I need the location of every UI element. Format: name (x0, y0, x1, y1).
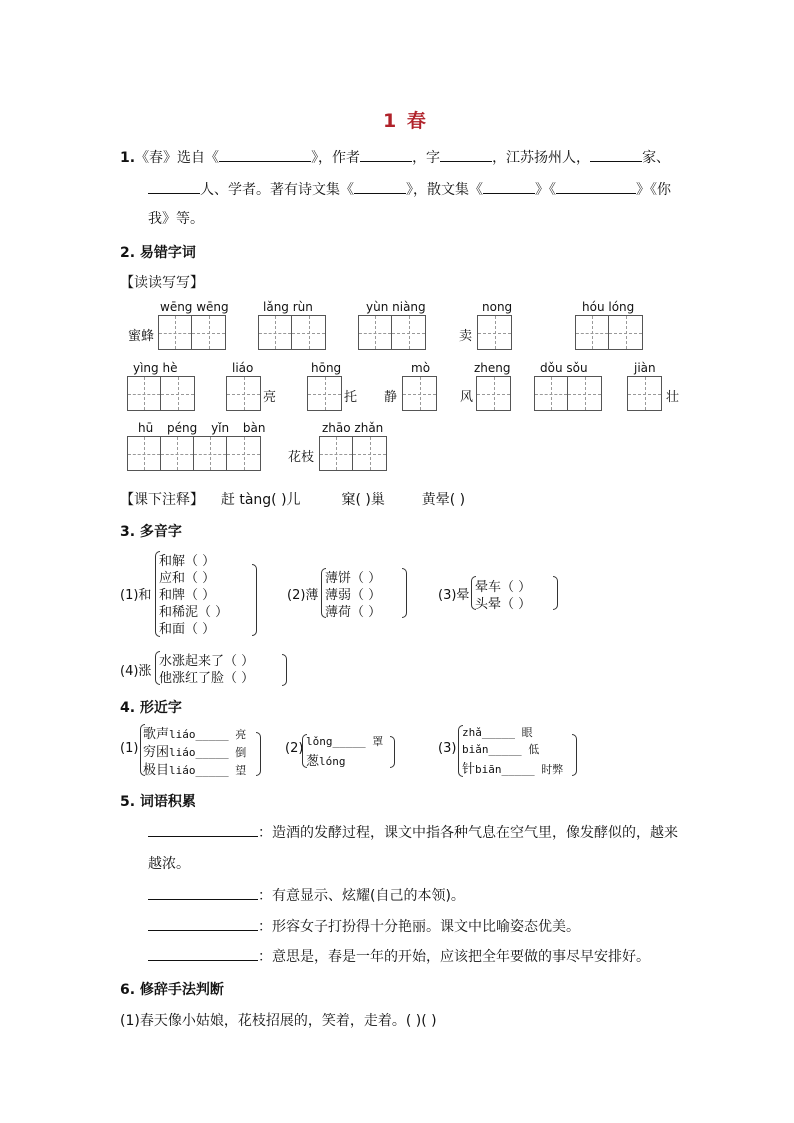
writing-grid[interactable] (127, 376, 195, 411)
pinyin: wēng wēng (160, 300, 229, 314)
group-label: (1) (120, 741, 139, 756)
writing-grid[interactable] (358, 315, 426, 350)
option: 歌声liáo_____ 亮 (143, 727, 247, 742)
pinyin: hū péng yǐn bàn (138, 421, 266, 435)
option: 和牌（ ） (159, 588, 216, 603)
question-5-heading: 5. 词语积累 (120, 794, 196, 810)
definition-line: ：意思是，春是一年的开始，应该把全年要做的事尽早安排好。 (148, 946, 650, 966)
notes-label: 【课下注释】 (120, 492, 204, 508)
text: ，江苏扬州人， (492, 150, 591, 166)
definition-line: ：有意显示、炫耀(自己的本领)。 (148, 885, 465, 905)
right-brace (572, 734, 577, 776)
definition-line: ：造酒的发酵过程，课文中指各种气息在空气里，像发酵似的，越来 (148, 822, 678, 842)
right-brace (390, 736, 395, 768)
writing-grid[interactable] (307, 376, 342, 411)
writing-grid[interactable] (158, 315, 226, 350)
question-2-heading: 2. 易错字词 (120, 245, 196, 261)
pinyin: yìng hè (133, 361, 178, 375)
option: 和稀泥（ ） (159, 605, 229, 620)
word-label: 花枝 (288, 450, 315, 465)
text: 《春》选自《 (135, 150, 220, 166)
note-item: 赶 tàng( )儿 (220, 492, 301, 508)
pinyin: nong (482, 300, 513, 314)
word-label: 静 (384, 390, 398, 405)
option: zhǎ_____ 眼 (462, 726, 533, 739)
subsection-label: 【读读写写】 (120, 275, 204, 291)
question-3-heading: 3. 多音字 (120, 524, 182, 540)
writing-grid[interactable] (477, 315, 512, 350)
option: 水涨起来了（ ） (159, 654, 255, 669)
word-label: 托 (344, 390, 358, 405)
question-6-heading: 6. 修辞手法判断 (120, 982, 224, 998)
option: 薄荷（ ） (325, 605, 382, 620)
writing-grid[interactable] (319, 436, 387, 471)
right-brace (282, 654, 287, 686)
question-number: 1. (120, 150, 136, 166)
option: 穷困liáo_____ 倒 (143, 745, 247, 760)
text: 》《你 (636, 182, 671, 198)
option: 葱lóng (306, 754, 346, 769)
pinyin: zheng (474, 361, 511, 375)
writing-grid[interactable] (226, 376, 261, 411)
word-label: 壮 (666, 390, 680, 405)
word-label: 卖 (459, 329, 473, 344)
question-1-line-2 (148, 179, 671, 199)
note-item: 窠( )巢 (341, 492, 385, 508)
page-title: 1 春 (383, 110, 428, 132)
writing-grid[interactable] (534, 376, 602, 411)
pinyin: mò (411, 361, 431, 375)
group-label: (3)晕 (438, 588, 470, 603)
question-1-line-3: 我》等。 (148, 211, 204, 227)
right-brace (252, 564, 257, 636)
group-label: (3) (438, 741, 457, 756)
pinyin: liáo (232, 361, 254, 375)
answer-blank[interactable] (590, 147, 642, 162)
pinyin: dǒu sǒu (540, 361, 588, 375)
answer-blank[interactable] (148, 916, 258, 931)
definition-line: ：形容女子打扮得十分艳丽。课文中比喻姿态优美。 (148, 916, 580, 936)
text: 人、学者。著有诗文集《 (200, 182, 354, 198)
right-brace (256, 732, 261, 776)
writing-grid[interactable] (627, 376, 662, 411)
option: 极目liáo_____ 望 (143, 763, 247, 778)
group-label: (2) (285, 741, 304, 756)
answer-blank[interactable] (556, 179, 636, 194)
writing-grid[interactable] (476, 376, 511, 411)
note-item: 黄晕( ) (421, 492, 466, 508)
option: 薄弱（ ） (325, 588, 382, 603)
definition-wrap: 越浓。 (148, 856, 190, 872)
pinyin: yùn niàng (366, 300, 426, 314)
answer-blank[interactable] (440, 147, 492, 162)
option: 薄饼（ ） (325, 571, 382, 586)
text: 》，散文集《 (406, 182, 483, 198)
notes-line (120, 489, 465, 509)
answer-blank[interactable] (148, 822, 258, 837)
answer-blank[interactable] (148, 179, 200, 194)
option: 针biān_____ 时弊 (462, 762, 564, 777)
answer-blank[interactable] (148, 885, 258, 900)
question-4-heading: 4. 形近字 (120, 700, 182, 716)
answer-blank[interactable] (219, 147, 311, 162)
word-label: 蜜蜂 (128, 329, 155, 344)
text: 》《 (535, 182, 556, 198)
word-label: 亮 (263, 390, 277, 405)
word-label: 风 (460, 390, 474, 405)
option: 和解（ ） (159, 554, 216, 569)
text: 》，作者 (311, 150, 361, 166)
text: ，字 (412, 150, 441, 166)
answer-blank[interactable] (148, 946, 258, 961)
group-label: (2)薄 (287, 588, 319, 603)
answer-blank[interactable] (360, 147, 412, 162)
group-label: (4)涨 (120, 664, 152, 679)
right-brace (553, 576, 558, 610)
answer-blank[interactable] (354, 179, 406, 194)
pinyin: jiàn (634, 361, 656, 375)
option: 头晕（ ） (475, 597, 532, 612)
option: biǎn_____ 低 (462, 743, 540, 756)
option: lǒng_____ 罩 (306, 735, 384, 748)
writing-grid[interactable] (258, 315, 326, 350)
text: 家、 (642, 150, 671, 166)
group-label: (1)和 (120, 588, 152, 603)
pinyin: zhāo zhǎn (322, 421, 384, 435)
pinyin: hōng (311, 361, 342, 375)
answer-blank[interactable] (483, 179, 535, 194)
writing-grid[interactable] (127, 436, 261, 471)
writing-grid[interactable] (575, 315, 643, 350)
option: 应和（ ） (159, 571, 216, 586)
pinyin: hóu lóng (582, 300, 635, 314)
option: 他涨红了脸（ ） (159, 671, 255, 686)
option: 晕车（ ） (475, 580, 532, 595)
question-1-line-1 (120, 147, 670, 167)
pinyin: lǎng rùn (263, 300, 313, 314)
option: 和面（ ） (159, 622, 216, 637)
rhetoric-item: (1)春天像小姑娘，花枝招展的，笑着，走着。( )( ) (120, 1013, 437, 1029)
right-brace (402, 568, 407, 618)
writing-grid[interactable] (402, 376, 437, 411)
